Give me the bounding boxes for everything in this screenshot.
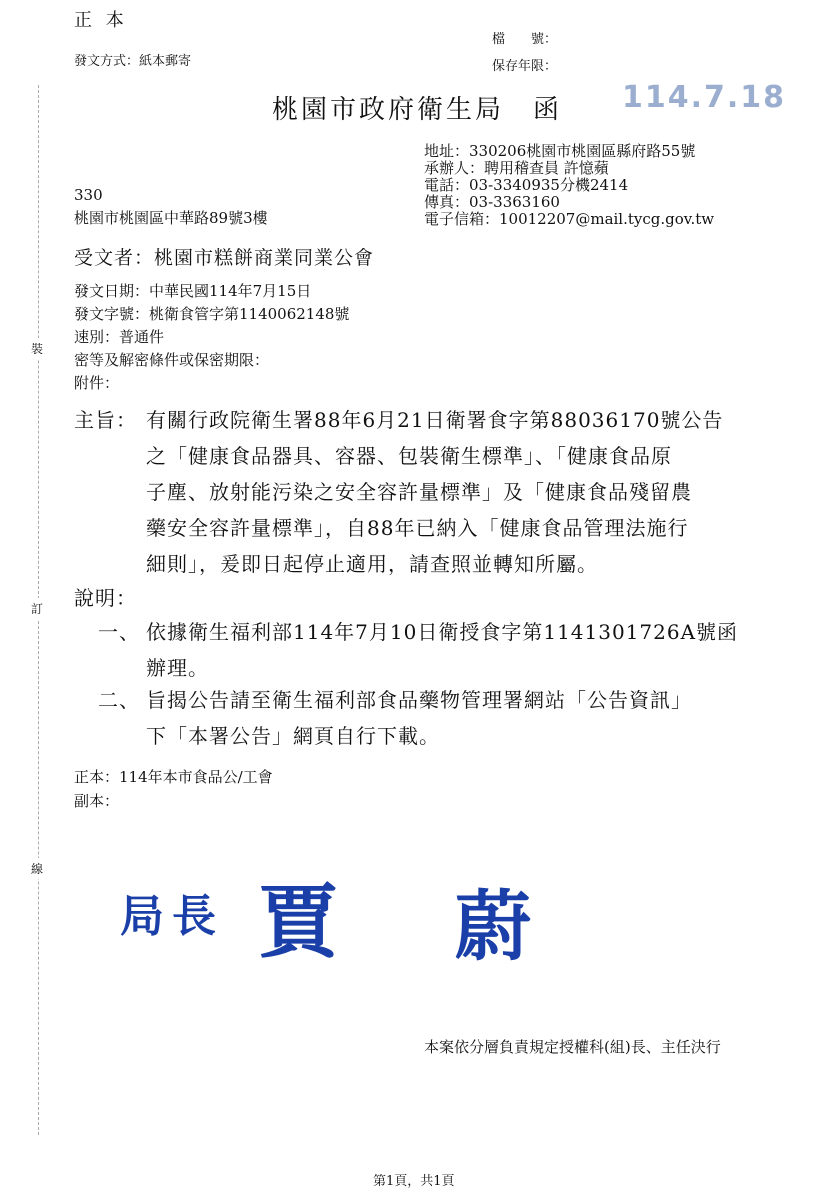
subject-line: 藥安全容許量標準」，自88年已納入「健康食品管理法施行: [146, 516, 689, 540]
document-title: 桃園市政府衛生局 函: [272, 95, 563, 125]
authorization-note: 本案依分層負責規定授權科(組)長、主任決行: [424, 1038, 721, 1056]
explanation-item-1: [146, 614, 738, 686]
sender-email: 電子信箱：10012207@mail.tycg.gov.tw: [424, 210, 715, 228]
explanation-item-2: [146, 682, 692, 754]
sender-fax: 傳真：03-3363160: [424, 193, 560, 211]
original-recipients: 正本：114年本市食品公/工會: [74, 768, 273, 786]
binding-mark-ding: 訂: [31, 598, 43, 619]
copy-recipients: 副本：: [74, 792, 120, 810]
explanation-line: 依據衛生福利部114年7月10日衛授食字第1141301726A號函: [146, 620, 739, 644]
attachments: 附件：: [74, 374, 120, 392]
page-number: 第1頁，共1頁: [373, 1174, 455, 1189]
subject-label: 主旨：: [74, 408, 137, 432]
explanation-label: 說明：: [74, 586, 137, 610]
confidentiality: 密等及解密條件或保密期限：: [74, 351, 270, 369]
subject-body: [146, 402, 723, 582]
file-number-label: 檔 號：: [492, 32, 558, 47]
sender-officer: 承辦人：聘用稽查員 許憶蘋: [424, 159, 609, 177]
recipient: 受文者：桃園市糕餅商業同業公會: [74, 247, 375, 269]
delivery-speed: 速別：普通件: [74, 328, 165, 346]
reference-number: 發文字號：桃衛食管字第1140062148號: [74, 305, 350, 323]
original-copy-mark: 正 本: [74, 10, 128, 31]
recipient-street-address: 桃園市桃園區中華路89號3樓: [74, 209, 268, 227]
explanation-line: 下「本署公告」網頁自行下載。: [146, 724, 440, 748]
subject-line: 子塵、放射能污染之安全容許量標準」及「健康食品殘留農: [146, 480, 692, 504]
subject-line: 細則」，爰即日起停止適用，請查照並轉知所屬。: [146, 552, 598, 576]
binding-mark-xian: 線: [31, 858, 43, 879]
explanation-item-2-number: 二、: [98, 688, 140, 712]
document-meta: [74, 280, 349, 395]
explanation-item-1-number: 一、: [98, 620, 140, 644]
received-date-stamp: 114.7.18: [622, 80, 787, 115]
recipient-postal-code: 330: [74, 186, 103, 204]
send-method: 發文方式：紙本郵寄: [74, 54, 192, 69]
sender-info: [424, 143, 714, 228]
director-title-seal: 局長: [120, 891, 224, 942]
director-surname-seal: 賈: [258, 875, 338, 969]
subject-line: 之「健康食品器具、容器、包裝衛生標準」、「健康食品原: [146, 444, 672, 468]
explanation-line: 辦理。: [146, 656, 209, 680]
binding-mark-zhuang: 裝: [31, 338, 43, 359]
sender-address: 地址：330206桃園市桃園區縣府路55號: [424, 142, 696, 160]
issue-date: 發文日期：中華民國114年7月15日: [74, 282, 312, 300]
subject-line: 有關行政院衛生署88年6月21日衛署食字第88036170號公告: [146, 408, 724, 432]
director-given-name-seal: 蔚: [455, 882, 531, 971]
explanation-line: 旨揭公告請至衛生福利部食品藥物管理署網站「公告資訊」: [146, 688, 692, 712]
retention-period-label: 保存年限：: [492, 59, 558, 74]
sender-phone: 電話：03-3340935分機2414: [424, 176, 629, 194]
